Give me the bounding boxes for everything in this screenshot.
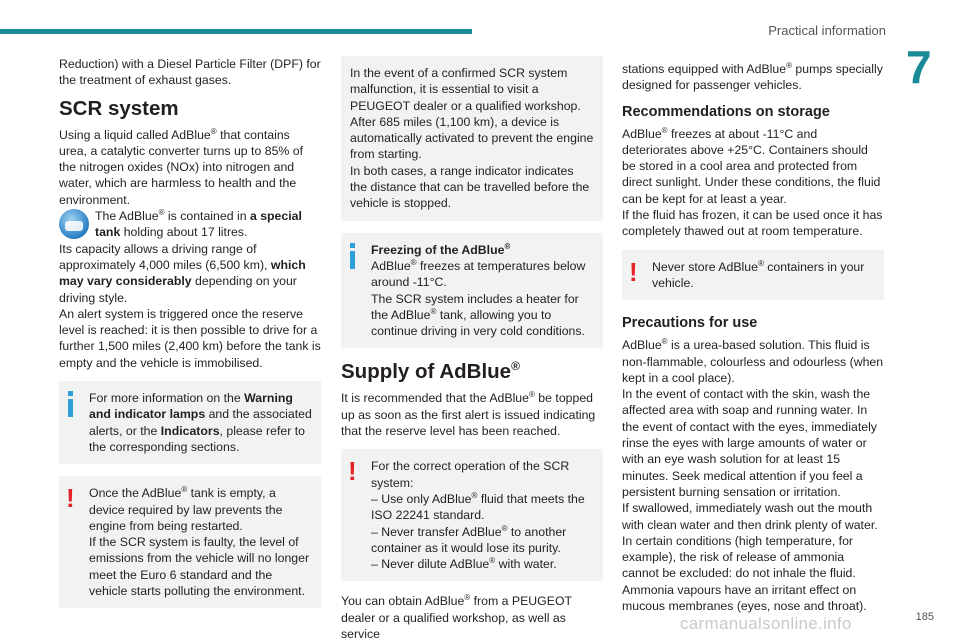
thaw-paragraph: If the fluid has frozen, it can be used once it has completely thawed out at room temperature. <box>622 208 883 239</box>
warning-box-storage: ! Never store AdBlue® containers in your vehicle. <box>622 250 884 301</box>
column-3 <box>622 56 884 614</box>
page-number: 185 <box>915 611 934 623</box>
info-icon <box>350 243 355 269</box>
section-title: Practical information <box>768 23 886 38</box>
intro-paragraph: Reduction) with a Diesel Particle Filter (DPF) for the treatment of exhaust gases. <box>59 57 321 88</box>
column-1 <box>59 56 321 620</box>
obtain-paragraph: You can obtain AdBlue® from a PEUGEOT dealer or a qualified workshop, as well as service <box>341 593 572 642</box>
chapter-number: 7 <box>906 41 932 93</box>
storage-heading: Recommendations on storage <box>622 103 830 120</box>
watermark: carmanualsonline.info <box>680 614 852 633</box>
info-box-freezing: Freezing of the AdBlue® AdBlue® freezes at temperatures below around -11°C. The SCR system includes a heater for the AdBlue® tank, allowing you to continue driving in very cold conditions. <box>341 233 603 349</box>
info-icon <box>68 391 73 417</box>
stations-paragraph: stations equipped with AdBlue® pumps specially designed for passenger vehicles. <box>622 60 883 93</box>
warning-box-empty-tank: ! Once the AdBlue® tank is empty, a device required by law prevents the engine from being restarted. If the SCR system is faulty, the level of emissions from the vehicle will no longer meet the Euro 6 standard and the vehicle starts polluting the environment. <box>59 476 321 608</box>
info-box-indicators: For more information on the Warning and indicator lamps and the associated alerts, or the Indicators, please refer to the corresponding sections. <box>59 381 321 464</box>
capacity-paragraph: Its capacity allows a driving range of approximately 4,000 miles (6,500 km), which may vary considerably depending on your driving style. <box>59 241 306 305</box>
swallowed-paragraph: If swallowed, immediately wash out the mouth with clean water and then drink plenty of water. <box>622 501 878 532</box>
adblue-tank-icon <box>59 209 89 239</box>
storage-paragraph: AdBlue® freezes at about -11°C and deteriorates above +25°C. Containers should be stored in a cool area and protected from direct sunlight. Under these conditions, the fluid can be kept for at least a year. <box>622 125 881 206</box>
alert-paragraph: An alert system is triggered once the reserve level is reached: it is then possible to drive for a further 1,500 miles (2,400 km) before the tank is empty and the vehicle is immobilised. <box>59 306 321 370</box>
precautions-paragraph: AdBlue® is a urea-based solution. This fluid is non-flammable, colourless and odourless (when kept in a cool place). <box>622 337 884 385</box>
warning-icon: ! <box>66 483 75 514</box>
scr-heading: SCR system <box>59 96 179 120</box>
malfunction-box: In the event of a confirmed SCR system malfunction, it is essential to visit a PEUGEOT dealer or a qualified workshop. After 685 miles (1,100 km), a device is automatically activated to prevent the engine from starting. In both cases, a range indicator indicates the distance that can be travelled before the vehicle is stopped. <box>341 56 603 221</box>
warning-icon: ! <box>629 256 638 287</box>
tank-paragraph: The AdBlue® is contained in a special tank holding about 17 litres. <box>59 208 321 241</box>
contact-paragraph: In the event of contact with the skin, wash the affected area with soap and running water. In the event of contact with the eyes, immediately rinse the eyes with large amounts of water or with an eye wash solution for at least 15 minutes. Seek medical attention if you feel a persistent burning sensation or irritation. <box>622 387 877 499</box>
supply-paragraph: It is recommended that the AdBlue® be topped up as soon as the first alert is issued indicating that the reserve level has been reached. <box>341 390 596 439</box>
scr-paragraph: Using a liquid called AdBlue® that contains urea, a catalytic converter turns up to 85% of the nitrogen oxides (NOx) into nitrogen and water, which are harmless to health and the environment. <box>59 126 304 207</box>
warning-icon: ! <box>348 456 357 487</box>
ammonia-paragraph: In certain conditions (high temperature, for example), the risk of release of ammonia cannot be excluded: do not inhale the fluid. Ammonia vapours have an irritant effect on mucous membranes (eyes, nose and throat). <box>622 533 867 614</box>
header-accent-bar <box>0 29 472 34</box>
supply-heading: Supply of AdBlue® <box>341 359 520 384</box>
precautions-heading: Precautions for use <box>622 315 758 332</box>
column-2 <box>341 56 603 642</box>
warning-box-scr-operation: ! For the correct operation of the SCR system: – Use only AdBlue® fluid that meets the ISO 22241 standard. – Never transfer AdBlue® to another container as it would lose its purity. – Never dilute AdBlue® with water. <box>341 449 603 581</box>
